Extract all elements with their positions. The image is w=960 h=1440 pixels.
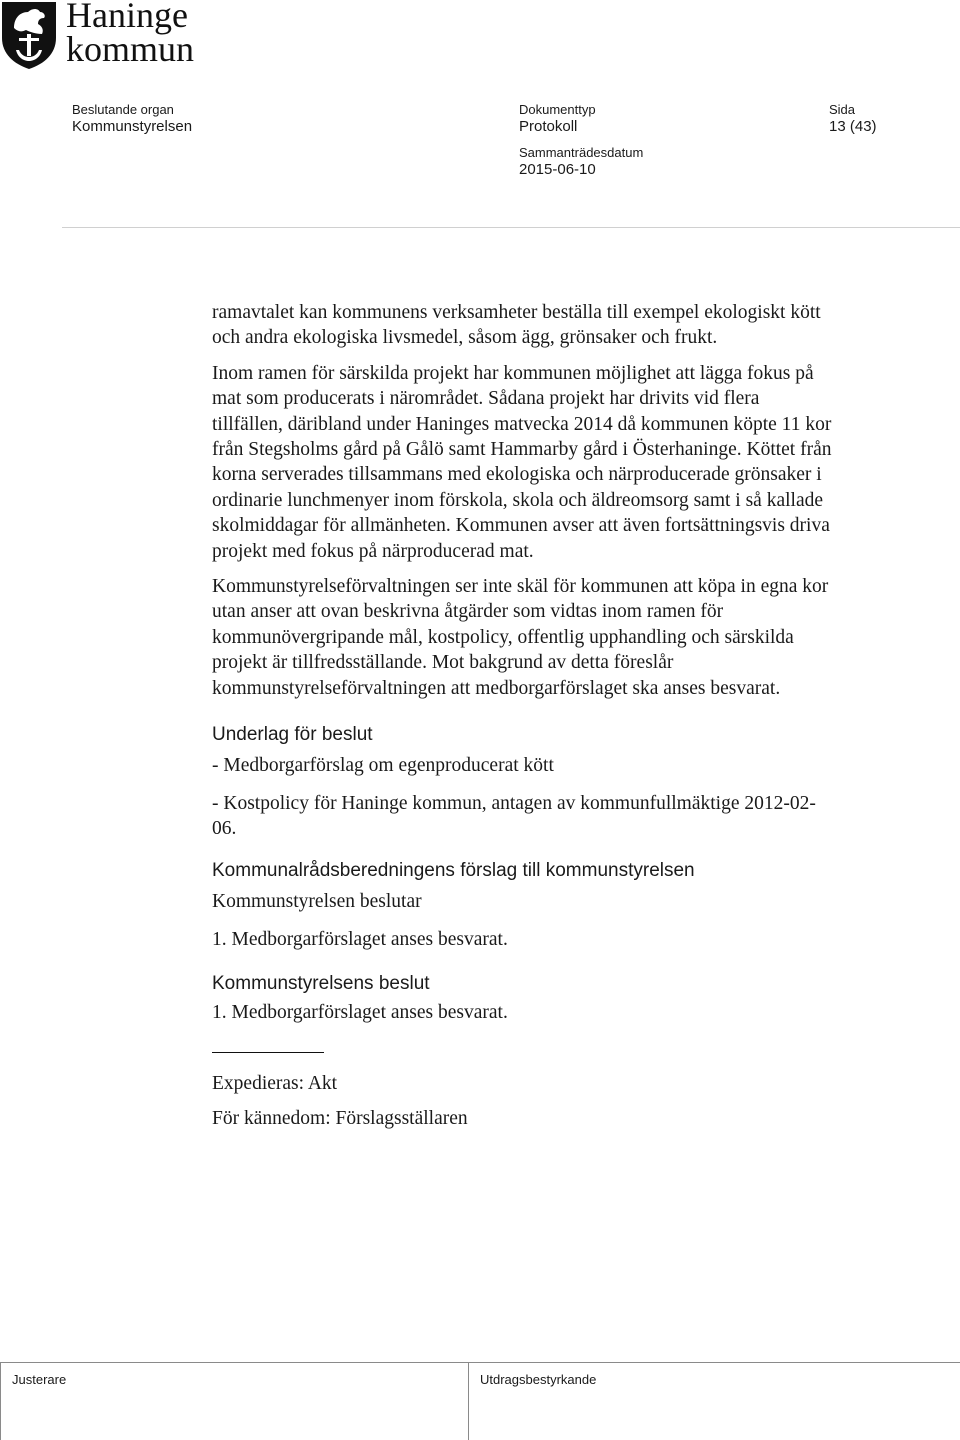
paragraph: Kommunstyrelseförvaltningen ser inte skäl för kommunen att köpa in egna kor utan anser att ovan beskrivna åtgärder som vidtas inom ramen för kommunövergripande mål, kostpolicy, offentlig upphandling och särskilda projekt är tillfredsställande. Mot bakgrund av detta föreslår kommunstyrelseförvaltningen att medborgarförslaget ska anses besvarat.	[212, 576, 829, 699]
footer-divider	[0, 1362, 960, 1363]
meta-document-type	[519, 102, 596, 137]
distribution-line: För kännedom: Förslagsställaren	[212, 1107, 468, 1129]
footer-justerare-label: Justerare	[12, 1372, 67, 1387]
subheading: Kommunstyrelsen beslutar	[212, 891, 422, 913]
paragraph: Inom ramen för särskilda projekt har kommunen möjlighet att lägga fokus på mat som producerats i närområdet. Sådana projekt har drivits vid flera tillfällen, däribland under Haninges matvecka 2014 då kommunen köpte 11 kor från Stegsholms gård på Gålö samt Hammarby gård i Österhaninge. Köttet från korna serverades tillsammans med ekologiska och närproducerade grönsaker i ordinarie lunchmenyer inom förskola, skola och äldreomsorg samt i så kallade skolmiddagar för allmänheten. Kommunen avser att även fortsättningsvis driva projekt med fokus på närproducerad mat.	[212, 362, 832, 562]
section-heading: Kommunstyrelsens beslut	[212, 973, 430, 995]
coat-of-arms-icon	[0, 0, 58, 70]
list-item: - Medborgarförslag om egenproducerat kött	[212, 755, 554, 777]
decision-item: 1. Medborgarförslaget anses besvarat.	[212, 928, 508, 950]
footer-box-edge	[0, 1362, 1, 1440]
list-item: - Kostpolicy för Haninge kommun, antagen av kommunfullmäktige 2012-02-06.	[212, 792, 816, 839]
meta-label: Sida	[829, 102, 856, 117]
footer-box-divider	[468, 1362, 469, 1440]
haninge-logo	[0, 0, 230, 72]
paragraph: ramavtalet kan kommunens verksamheter beställa till exempel ekologiskt kött och andra ekologiska livsmedel, såsom ägg, grönsaker och frukt.	[212, 302, 821, 349]
meta-label: Sammanträdesdatum	[519, 145, 644, 160]
meta-decision-body	[72, 102, 192, 137]
meta-value: Protokoll	[519, 118, 578, 135]
meta-label: Dokumenttyp	[519, 102, 596, 117]
meta-label: Beslutande organ	[72, 102, 174, 117]
logo-wordmark: Haninge kommun	[66, 0, 195, 69]
meta-value: Kommunstyrelsen	[72, 118, 193, 135]
meta-value: 2015-06-10	[519, 161, 596, 178]
document-body	[212, 300, 832, 1131]
signature-line	[212, 1052, 324, 1053]
footer-utdrag-label: Utdragsbestyrkande	[480, 1372, 597, 1387]
meta-value: 13 (43)	[829, 118, 877, 135]
decision-item: 1. Medborgarförslaget anses besvarat.	[212, 1002, 508, 1024]
meta-meeting-date	[519, 145, 643, 180]
distribution-line: Expedieras: Akt	[212, 1072, 338, 1094]
header-divider	[62, 227, 960, 228]
meta-page-number	[829, 102, 877, 137]
section-heading: Underlag för beslut	[212, 724, 373, 746]
section-heading: Kommunalrådsberedningens förslag till kommunstyrelsen	[212, 860, 695, 882]
